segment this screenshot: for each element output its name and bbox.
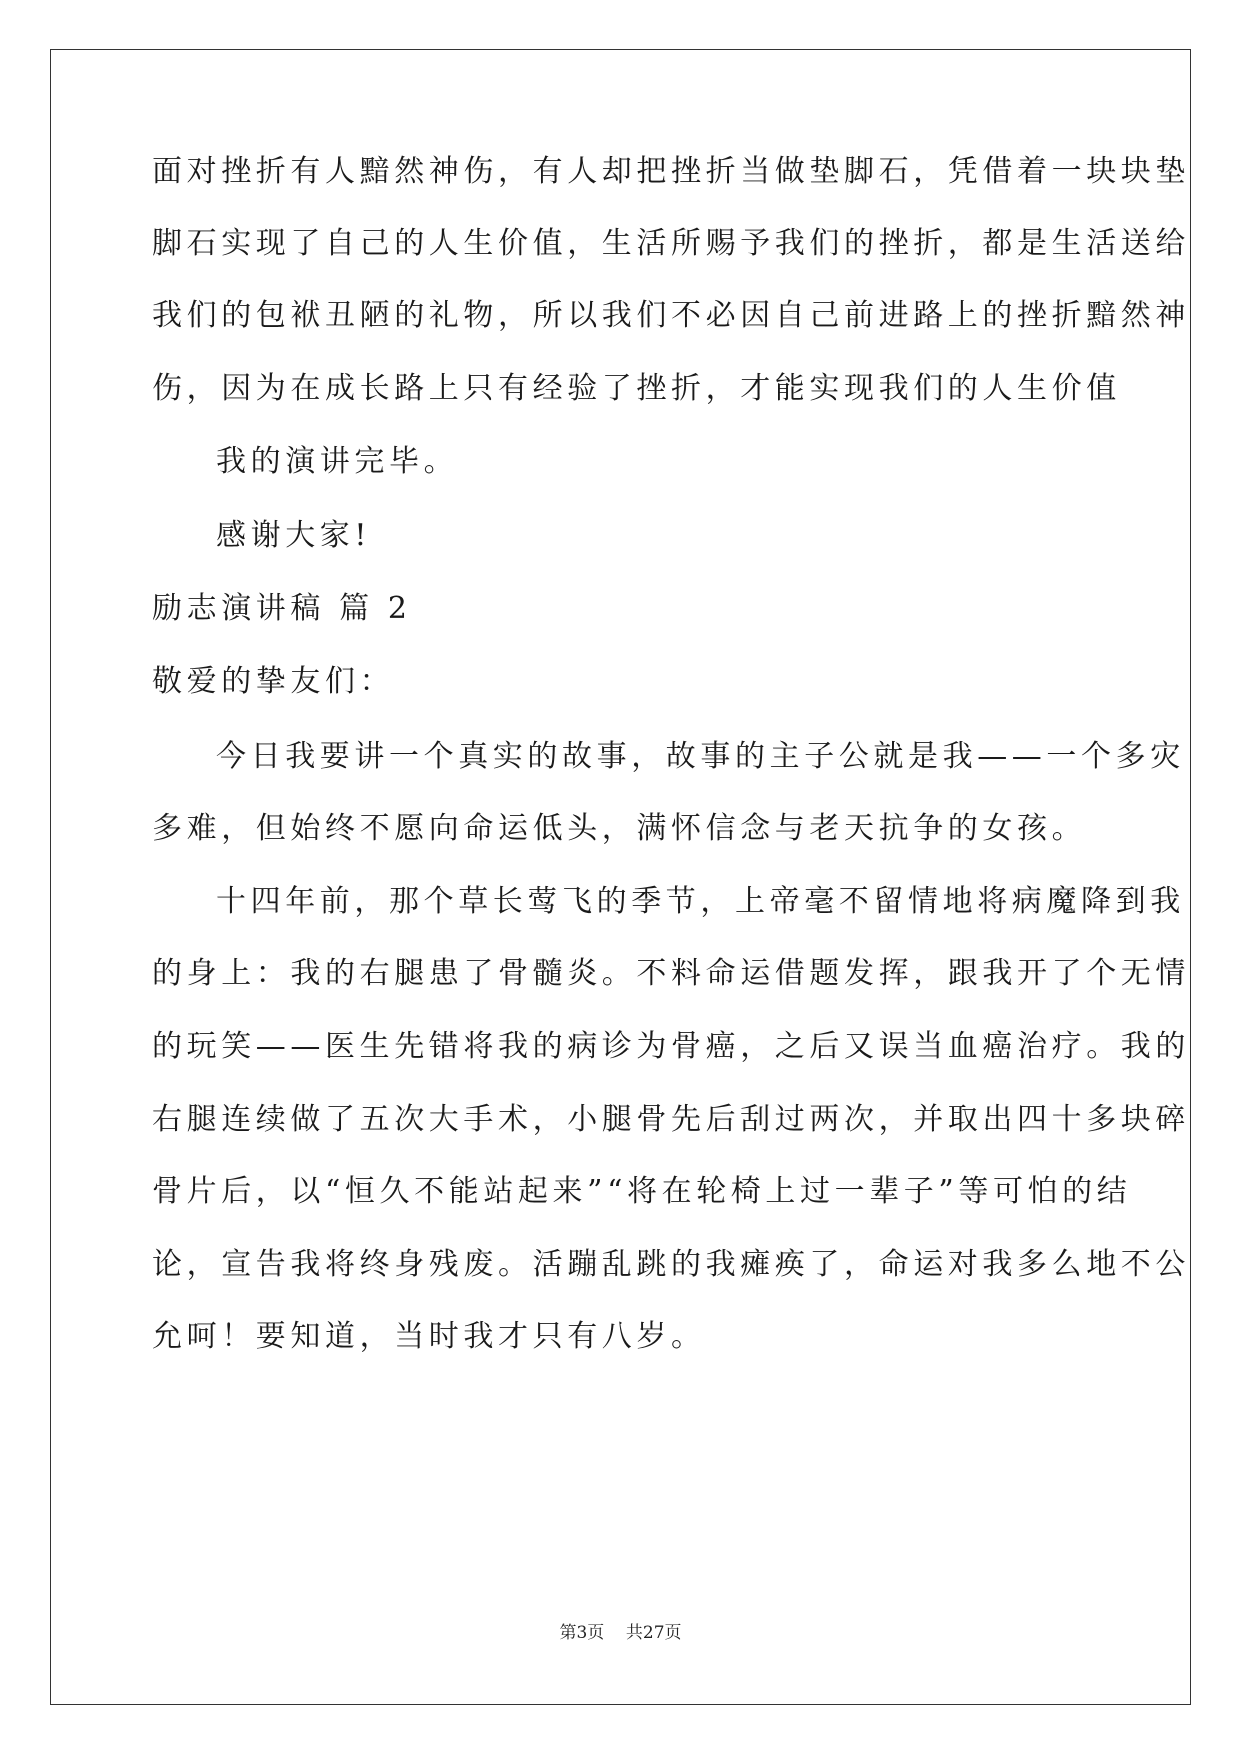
salutation: 敬爱的挚友们： [152,664,395,699]
paragraph-line: 面对挫折有人黯然神伤，有人却把挫折当做垫脚石，凭借着一块块垫 [152,154,1190,189]
paragraph-line: 的身上：我的右腿患了骨髓炎。不料命运借题发挥，跟我开了个无情 [152,956,1190,991]
closing-line: 我的演讲完毕。 [216,444,459,479]
section-heading: 励志演讲稿 篇 2 [152,591,412,626]
page-number-footer: 第3页 共27页 [559,1623,682,1643]
paragraph-line: 允呵！要知道，当时我才只有八岁。 [152,1319,706,1354]
paragraph-line: 骨片后，以“恒久不能站起来”“将在轮椅上过一辈子”等可怕的结 [152,1174,1132,1209]
thanks-line: 感谢大家! [216,518,372,553]
paragraph-line: 我们的包袱丑陋的礼物，所以我们不必因自己前进路上的挫折黯然神 [152,298,1190,333]
paragraph-line: 脚石实现了自己的人生价值，生活所赐予我们的挫折，都是生活送给 [152,226,1190,261]
paragraph-line: 右腿连续做了五次大手术，小腿骨先后刮过两次，并取出四十多块碎 [152,1102,1190,1137]
paragraph-line: 论，宣告我将终身残废。活蹦乱跳的我瘫痪了，命运对我多么地不公 [152,1247,1190,1282]
paragraph-line: 十四年前，那个草长莺飞的季节，上帝毫不留情地将病魔降到我 [216,884,1185,919]
paragraph-line: 今日我要讲一个真实的故事，故事的主子公就是我——一个多灾 [216,739,1185,774]
paragraph-line: 的玩笑——医生先错将我的病诊为骨癌，之后又误当血癌治疗。我的 [152,1029,1190,1064]
paragraph-line: 伤，因为在成长路上只有经验了挫折，才能实现我们的人生价值 [152,371,1121,406]
paragraph-line: 多难，但始终不愿向命运低头，满怀信念与老天抗争的女孩。 [152,811,1087,846]
